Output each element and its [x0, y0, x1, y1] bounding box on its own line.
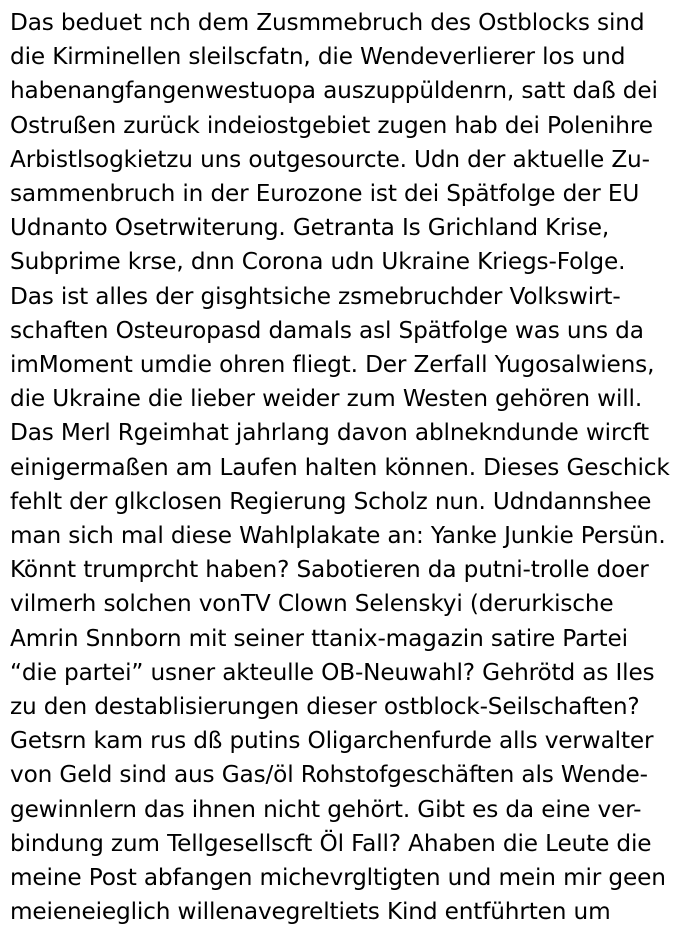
text-line: vilmerh solchen vonTV Clown Selenskyi (derurkische — [10, 590, 614, 618]
text-line: man sich mal diese Wahlplakate an: Yanke Junkie Persün. — [10, 522, 666, 550]
text-line: Arbistlsogkietzu uns outgesourcte. Udn der aktuelle Zu- — [10, 145, 650, 173]
text-line: schaften Osteuropasd damals asl Spätfolge was uns da — [10, 316, 644, 344]
text-line: Udnanto Osetrwiterung. Getranta Is Grichland Krise, — [10, 214, 610, 242]
text-line: meieneieglich willenavegreltiets Kind entführten um — [10, 898, 611, 926]
text-line: einigermaßen am Laufen halten können. Dieses Geschick — [10, 453, 670, 481]
text-line: bindung zum Tellgesellscft Öl Fall? Ahaben die Leute die — [10, 829, 652, 857]
text-line: die Kirminellen sleilscfatn, die Wendeverlierer los und — [10, 43, 626, 71]
text-line: Getsrn kam rus dß putins Oligarchenfurde alls verwalter — [10, 727, 654, 755]
text-line: gewinnlern das ihnen nicht gehört. Gibt es da eine ver- — [10, 795, 642, 823]
text-line: Das beduet nch dem Zusmmebruch des Ostblocks sind — [10, 9, 645, 36]
text-line: zu den destablisierungen dieser ostblock-Seilschaften? — [10, 693, 640, 721]
text-line: Könnt trumprcht haben? Sabotieren da putni-trolle doer — [10, 556, 649, 584]
text-line: Ostrußen zurück indeiostgebiet zugen hab dei Polenihre — [10, 111, 653, 139]
text-line: imMoment umdie ohren fliegt. Der Zerfall Yugosalwiens, — [10, 351, 655, 379]
text-line: sammenbruch in der Eurozone ist dei Spätfolge der EU — [10, 180, 640, 208]
text-line: fehlt der glkclosen Regierung Scholz nun. Udndannshee — [10, 487, 652, 515]
text-line: Amrin Snnborn mit seiner ttanix-magazin satire Partei — [10, 624, 628, 652]
text-line: meine Post abfangen michevrgltigten und mein mir geen — [10, 864, 666, 892]
text-line: habenangfangenwestuopa auszuppüldenrn, satt daß dei — [10, 77, 658, 105]
text-line: “die partei” usner akteulle OB-Neuwahl? Gehrötd as Iles — [10, 658, 655, 686]
text-line: die Ukraine die lieber weider zum Westen gehören will. — [10, 385, 643, 413]
text-line: Das ist alles der gisghtsiche zsmebruchder Volkswirt- — [10, 282, 621, 310]
text-line: Subprime krse, dnn Corona udn Ukraine Kriegs-Folge. — [10, 248, 626, 276]
text-line: Das Merl Rgeimhat jahrlang davon ablnekndunde wircft — [10, 419, 649, 447]
text-line: von Geld sind aus Gas/öl Rohstofgeschäften als Wende- — [10, 761, 648, 789]
